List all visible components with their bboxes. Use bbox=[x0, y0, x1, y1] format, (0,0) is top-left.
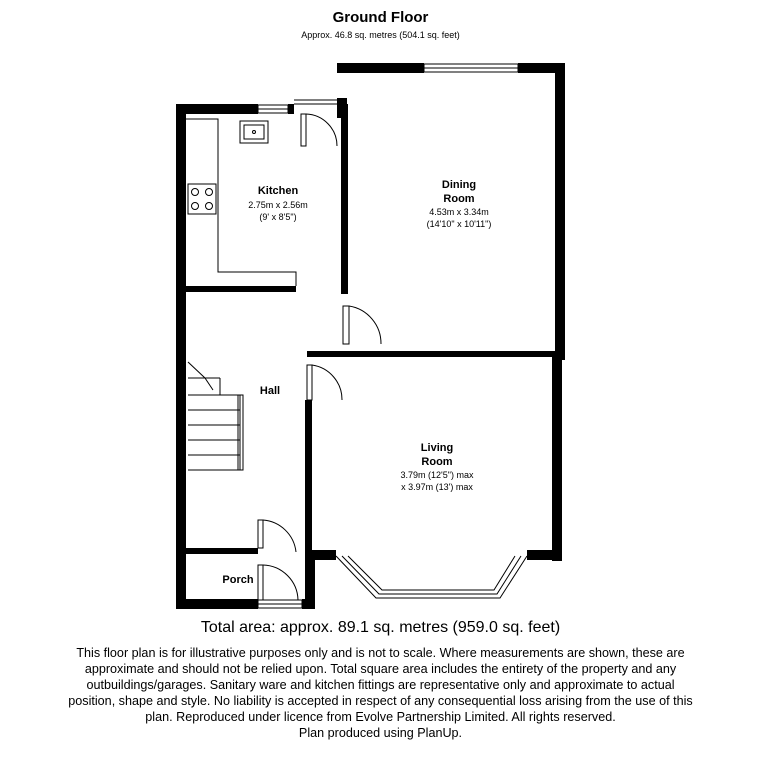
disclaimer bbox=[6, 645, 755, 741]
walls bbox=[176, 63, 565, 609]
dining-label-line2: Room bbox=[443, 193, 475, 205]
living-label-line1: Living bbox=[420, 442, 454, 454]
disclaimer-line: position, shape and style. No liability is accepted in respect of any consequential loss arising from the use of this bbox=[68, 694, 693, 708]
living-label-line2: Room bbox=[421, 456, 453, 468]
bay-window bbox=[336, 556, 527, 598]
porch-label: Porch bbox=[222, 574, 254, 586]
plan-subtitle: Approx. 46.8 sq. metres (504.1 sq. feet) bbox=[301, 30, 460, 40]
kitchen-label: Kitchen bbox=[257, 185, 299, 197]
kitchen-dim-imperial: (9' x 8'5") bbox=[259, 212, 297, 222]
windows bbox=[258, 64, 518, 608]
dining-dim-imperial: (14'10" x 10'11") bbox=[426, 219, 492, 229]
living-dim-line2: x 3.97m (13') max bbox=[401, 482, 473, 492]
dining-dim-metric: 4.53m x 3.34m bbox=[429, 207, 489, 217]
living-dim-line1: 3.79m (12'5") max bbox=[400, 470, 474, 480]
staircase bbox=[188, 362, 243, 470]
disclaimer-line: Plan produced using PlanUp. bbox=[298, 726, 463, 740]
dining-label-line1: Dining bbox=[441, 179, 477, 191]
disclaimer-line: approximate and should not be relied upon. Total square area includes the entirety of the property and any bbox=[84, 662, 677, 676]
plan-title: Ground Floor bbox=[332, 9, 429, 26]
kitchen-dim-metric: 2.75m x 2.56m bbox=[248, 200, 308, 210]
disclaimer-line: outbuildings/garages. Sanitary ware and kitchen fittings are representative only and approximate to actual bbox=[86, 678, 675, 692]
total-area: Total area: approx. 89.1 sq. metres (959.0 sq. feet) bbox=[200, 619, 561, 636]
doors bbox=[258, 100, 381, 600]
disclaimer-line: plan. Reproduced under licence from Evolve Partnership Limited. All rights reserved. bbox=[145, 710, 616, 724]
hall-label: Hall bbox=[259, 385, 281, 397]
disclaimer-line: This floor plan is for illustrative purposes only and is not to scale. Where measurements are shown, these are bbox=[76, 646, 685, 660]
